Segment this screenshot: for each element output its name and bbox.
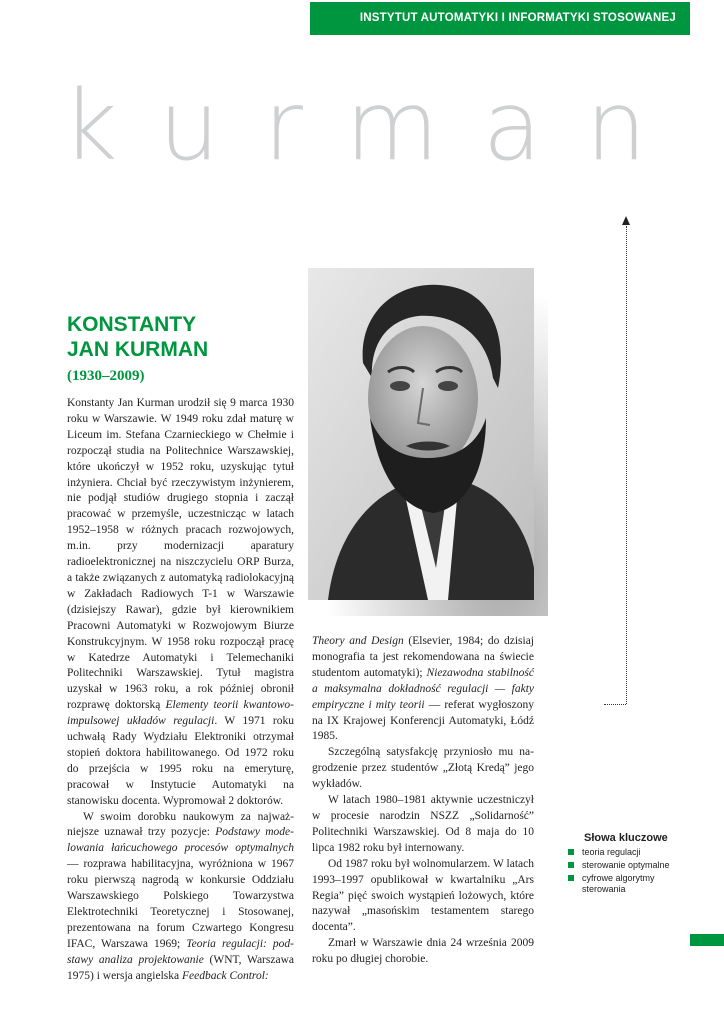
- institute-name: INSTYTUT AUTOMATYKI I INFORMATYKI STOSOWANEJ: [359, 12, 676, 24]
- keywords-list: [568, 847, 698, 895]
- life-dates: (1930–2009): [67, 368, 145, 384]
- keywords-box: [568, 832, 698, 897]
- header-bar: [310, 2, 690, 35]
- biography-column-right: Theory and Design (Elsevier, 1984; do dzisiaj monografia ta jest rekomendowana na świecie studentom automatyki); Niezawodna stabilność a maksymalna dokładność regulacji — fakty empiryczne i mity teorii — referat wygłoszony na IX Krajowej Konferencji Automatyki, Łódź 1985. Szczególną satysfakcję przyniosło mu nagrodzenie przez studentów „Złotą Kredą” jego wykładów. W latach 1980–1981 aktywnie uczestniczył w procesie narodzin NSZZ „Solidarność” Politechniki Warszawskiej. Od 8 maja do 10 lipca 1982 roku był internowany. Od 1987 roku był wolnomularzem. W latach 1993–1997 opublikował w kwartalniku „Ars Regia” pięć swoich wystąpień lożowych, które nazywał „masońskim testamentem starego docenta”. Zmarł w Warszawie dnia 24 września 2009 roku po długiej chorobie.: [312, 635, 535, 966]
- biography-column-left: Konstanty Jan Kurman urodził się 9 marca 1930 roku w Warszawie. W 1949 roku zdał maturę w Liceum im. Stefana Czarnieckiego w Chełmie i rozpoczął studia na Politechnice Warszawskiej, które ukończył w 1952 roku, uzyskując tytuł inżyniera. Chciał być rzeczywistym inżynierem, nie podjął studiów drugiego stopnia i zaczął pracować w przemyśle, uczestnicząc w latach 1952–1958 w różnych pracach rozwojowych, m.in. przy modernizacji aparatury radioelektronicznej na niszczycielu ORP Burza, a także związanych z automatyką radiolokacyjną w Zakładach Radiowych T-1 w Warszawie (dzisiejszy Rawar), gdzie był kierownikiem Pracowni Automatyki w Rozwojowym Biurze Konstrukcyjnym. W 1958 roku rozpoczął pracę w Katedrze Automatyki i Telemechaniki Politechniki Warszawskiej. Tytuł magistra uzyskał w 1963 roku, a rok później obronił rozprawę doktorską Elementy teorii kwantowo-impulsowej układów regulacji. W 1971 roku uchwałą Rady Wydziału Elektroniki otrzymał stopień doktora habilitowanego. Od 1972 roku do przejścia w 1995 roku na emeryturę, pracował w Instytucie Automatyki na stanowisku docenta. Wypromował 2 doktorów. W swoim dorobku naukowym za najważniejsze uznawał trzy pozycje: Podstawy modelowania łańcuchowego procesów optymalnych — rozprawa habilitacyjna, wyróżniona w 1967 roku pierwszą nagrodą w konkursie Oddziału Warszawskiego Polskiego Towarzystwa Elektrotechniki Teoretycznej i Stosowanej, prezentowana na forum Czwartego Kongresu IFAC, Warszawa 1969; Teoria regulacji: podstawy analiza projektowanie (WNT, Warszawa 1975) i wersja angielska Feedback Control:: [67, 397, 295, 982]
- square-bullet-icon: [568, 849, 574, 855]
- keyword-item: cyfrowe algorytmy sterowania: [568, 873, 698, 895]
- portrait-image: [308, 268, 534, 600]
- keyword-item: sterowanie optymalne: [568, 860, 698, 871]
- portrait-photo: [308, 268, 534, 600]
- dotted-connector-vertical: [626, 226, 627, 704]
- right-edge-green-bar: [690, 934, 724, 946]
- keyword-item: teoria regulacji: [568, 847, 698, 858]
- surname-display: kurman: [62, 70, 691, 182]
- keywords-title: Słowa kluczowe: [584, 832, 668, 844]
- person-name-line1: KONSTANTY: [67, 313, 197, 336]
- person-name: [67, 312, 208, 362]
- arrow-up-icon: [622, 216, 630, 225]
- dotted-connector-horizontal: [604, 704, 626, 705]
- square-bullet-icon: [568, 862, 574, 868]
- person-name-line2: JAN KURMAN: [67, 338, 209, 361]
- square-bullet-icon: [568, 875, 574, 881]
